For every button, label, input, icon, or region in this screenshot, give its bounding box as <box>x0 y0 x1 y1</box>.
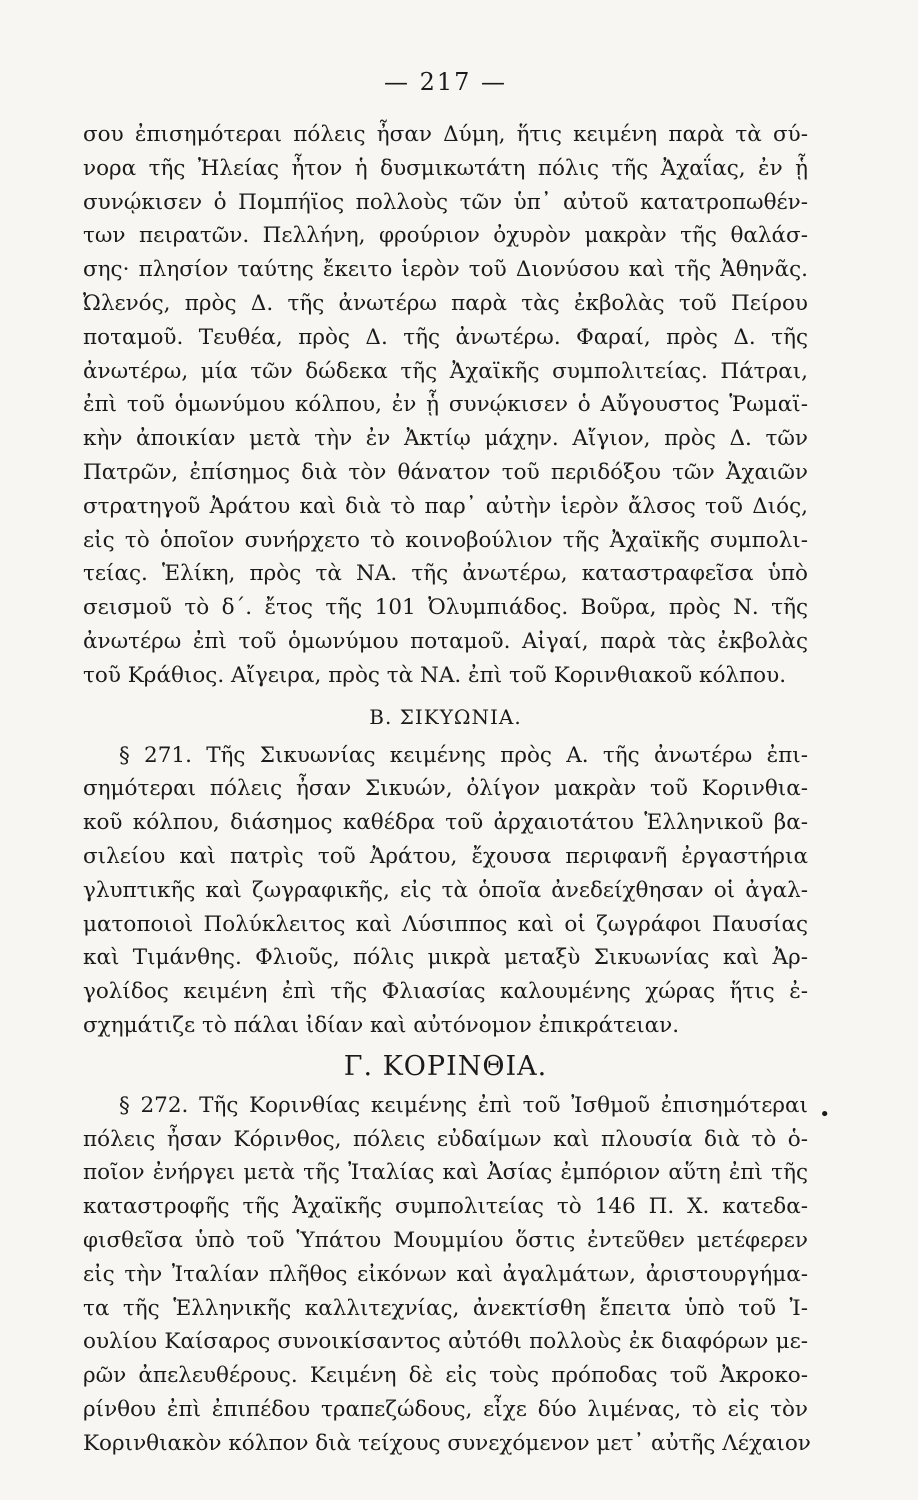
text-line: εἰς τὸ ὁποῖον συνήρχετο τὸ κοινοβούλιον τῆς Ἀχαϊκῆς συμπολι- <box>83 527 808 553</box>
text-line: ποταμοῦ. Τευθέα, πρὸς Δ. τῆς ἀνωτέρω. Φαραί, πρὸς Δ. τῆς <box>83 324 808 350</box>
paragraph-sikyonia <box>83 739 808 1043</box>
text-line: φισθεῖσα ὑπὸ τοῦ Ὑπάτου Μουμμίου ὅστις ἐντεῦθεν μετέφερεν <box>83 1227 808 1253</box>
text-line: σιλείου καὶ πατρὶς τοῦ Ἀράτου, ἔχουσα περιφανῆ ἐργαστήρια <box>83 843 808 869</box>
text-line: νορα τῆς Ἠλείας ἦτον ἡ δυσμικωτάτη πόλις τῆς Ἀχαΐας, ἐν ᾗ <box>83 155 808 181</box>
text-line: καὶ Τιμάνθης. Φλιοῦς, πόλις μικρὰ μεταξὺ Σικυωνίας καὶ Ἀρ- <box>83 945 808 971</box>
text-line: γλυπτικῆς καὶ ζωγραφικῆς, εἰς τὰ ὁποῖα ἀνεδείχθησαν οἱ ἀγαλ- <box>83 877 808 903</box>
text-line: Πατρῶν, ἐπίσημος διὰ τὸν θάνατον τοῦ περιδόξου τῶν Ἀχαιῶν <box>83 459 808 485</box>
text-line: Ὠλενός, πρὸς Δ. τῆς ἀνωτέρω παρὰ τὰς ἐκβολὰς τοῦ Πείρου <box>83 290 808 316</box>
text-line: σχημάτιζε τὸ πάλαι ἰδίαν καὶ αὐτόνομον ἐπικράτειαν. <box>83 1012 680 1038</box>
text-line: § 271. Τῆς Σικυωνίας κειμένης πρὸς Α. τῆς ἀνωτέρω ἐπι- <box>119 742 808 768</box>
text-line: ματοποιοὶ Πολύκλειτος καὶ Λύσιππος καὶ οἱ ζωγράφοι Παυσίας <box>83 911 808 937</box>
text-line: τα τῆς Ἑλληνικῆς καλλιτεχνίας, ἀνεκτίσθη ἔπειτα ὑπὸ τοῦ Ἰ- <box>83 1295 808 1321</box>
text-line: εἰς τὴν Ἰταλίαν πλῆθος εἰκόνων καὶ ἀγαλμάτων, ἀριστουργήμα- <box>83 1261 808 1287</box>
text-line: Κορινθιακὸν κόλπον διὰ τείχους συνεχόμενον μετ᾽ αὐτῆς Λέχαιον <box>83 1430 811 1456</box>
section-heading-korinthia: Γ. ΚΟΡΙΝΘΙΑ. <box>343 1050 548 1082</box>
text-line: ἀνωτέρω, μία τῶν δώδεκα τῆς Ἀχαϊκῆς συμπολιτείας. Πάτραι, <box>83 358 808 384</box>
text-line: κὴν ἀποικίαν μετὰ τὴν ἐν Ἀκτίῳ μάχην. Αἴγιον, πρὸς Δ. τῶν <box>83 426 808 452</box>
text-line: σου ἐπισημότεραι πόλεις ἦσαν Δύμη, ἥτις κειμένη παρὰ τὰ σύ- <box>83 122 808 147</box>
text-line: σεισμοῦ τὸ δ΄. ἔτος τῆς 101 Ὀλυμπιάδος. Βοῦρα, πρὸς Ν. τῆς <box>83 595 808 621</box>
text-line: σημότεραι πόλεις ἦσαν Σικυών, ὀλίγον μακρὰν τοῦ Κορινθια- <box>83 776 808 802</box>
margin-dot-mark: • <box>819 1104 830 1125</box>
text-line: τοῦ Κράθιος. Αἴγειρα, πρὸς τὰ ΝΑ. ἐπὶ τοῦ Κορινθιακοῦ κόλπου. <box>83 662 787 688</box>
text-line: σης· πλησίον ταύτης ἔκειτο ἱερὸν τοῦ Διονύσου καὶ τῆς Ἀθηνᾶς. <box>83 257 808 283</box>
text-line: στρατηγοῦ Ἀράτου καὶ διὰ τὸ παρ᾽ αὐτὴν ἱερὸν ἄλσος τοῦ Διός, <box>83 493 808 519</box>
text-line: ρίνθου ἐπὶ ἐπιπέδου τραπεζώδους, εἶχε δύο λιμένας, τὸ εἰς τὸν <box>83 1396 808 1422</box>
paragraph-korinthia <box>83 1089 811 1461</box>
text-line: κοῦ κόλπου, διάσημος καθέδρα τοῦ ἀρχαιοτάτου Ἑλληνικοῦ βα- <box>83 810 808 836</box>
text-line: ουλίου Καίσαρος συνοικίσαντος αὐτόθι πολλοὺς ἐκ διαφόρων με- <box>83 1329 808 1355</box>
text-line: τείας. Ἑλίκη, πρὸς τὰ ΝΑ. τῆς ἀνωτέρω, καταστραφεῖσα ὑπὸ <box>83 561 808 587</box>
text-line: καταστροφῆς τῆς Ἀχαϊκῆς συμπολιτείας τὸ 146 Π. Χ. κατεδα- <box>83 1194 808 1220</box>
text-line: ἐπὶ τοῦ ὁμωνύμου κόλπου, ἐν ᾗ συνῴκισεν ὁ Αὔγουστος Ῥωμαϊ- <box>83 392 808 418</box>
text-line: ρῶν ἀπελευθέρους. Κειμένη δὲ εἰς τοὺς πρόποδας τοῦ Ἀκροκο- <box>83 1363 808 1389</box>
text-line: συνῴκισεν ὁ Πομπήϊος πολλοὺς τῶν ὑπ᾽ αὐτοῦ κατατροπωθέν- <box>83 189 808 215</box>
text-line: γολίδος κειμένη ἐπὶ τῆς Φλιασίας καλουμένης χώρας ἥτις ἐ- <box>83 979 808 1005</box>
paragraph-achaia-cities <box>83 118 808 693</box>
text-line: των πειρατῶν. Πελλήνη, φρούριον ὀχυρὸν μακρὰν τῆς θαλάσ- <box>83 223 808 249</box>
page-number: — 217 — <box>383 68 508 96</box>
text-line: § 272. Τῆς Κορινθίας κειμένης ἐπὶ τοῦ Ἰσθμοῦ ἐπισημότεραι <box>119 1092 808 1118</box>
section-heading-sikyonia: Β. ΣΙΚΥΩΝΙΑ. <box>369 704 522 729</box>
text-line: ποῖον ἐνήργει μετὰ τῆς Ἰταλίας καὶ Ἀσίας ἐμπόριον αὕτη ἐπὶ τῆς <box>83 1160 808 1186</box>
text-line: ἀνωτέρω ἐπὶ τοῦ ὁμωνύμου ποταμοῦ. Αἰγαί, παρὰ τὰς ἐκβολὰς <box>83 628 808 654</box>
text-line: πόλεις ἦσαν Κόρινθος, πόλεις εὐδαίμων καὶ πλουσία διὰ τὸ ὁ- <box>83 1126 808 1152</box>
